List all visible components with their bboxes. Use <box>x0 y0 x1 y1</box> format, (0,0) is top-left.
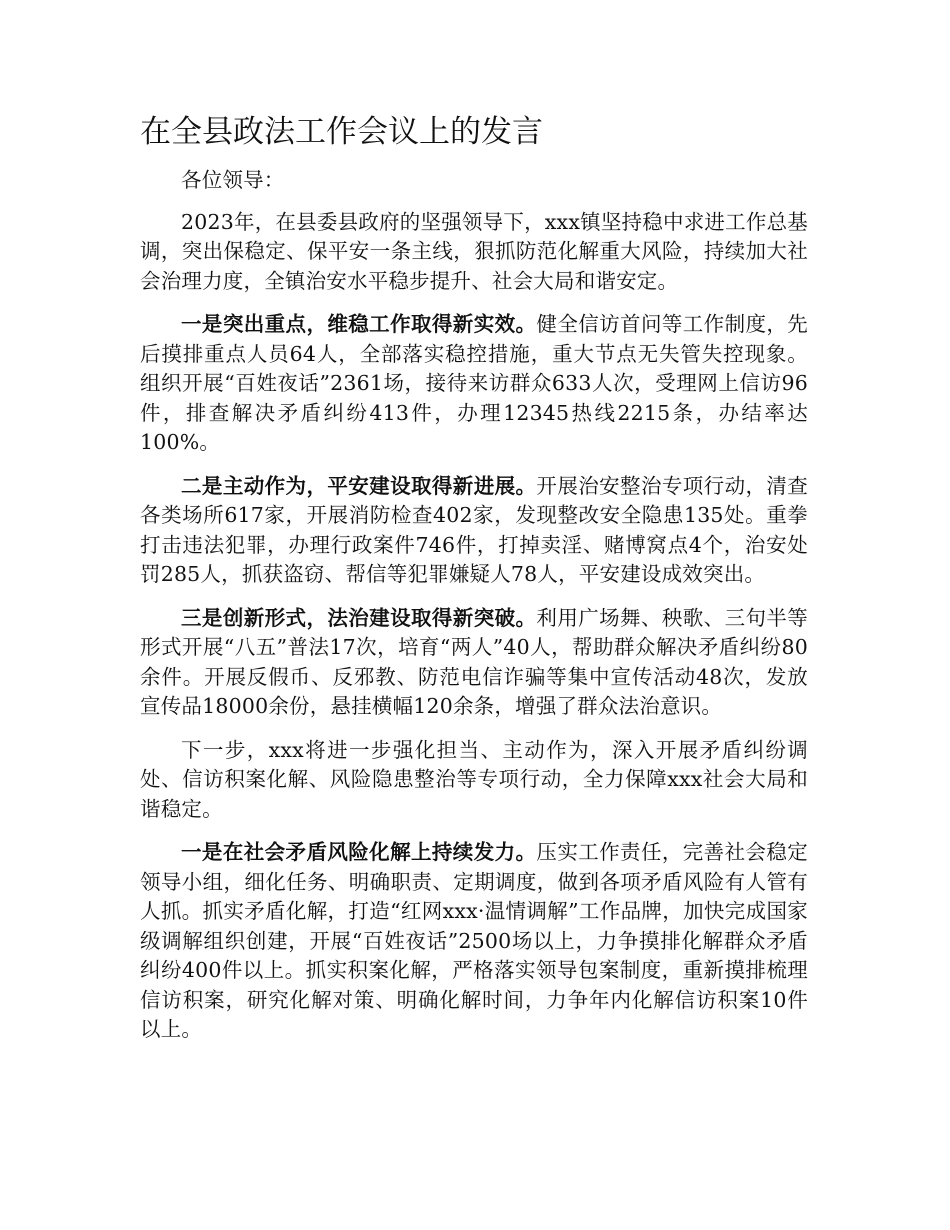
section-lead: 一是突出重点，维稳工作取得新实效。 <box>181 312 537 336</box>
intro-paragraph: 2023年，在县委县政府的坚强领导下，xxx镇坚持稳中求进工作总基调，突出保稳定、保平安一条主线，狠抓防范化解重大风险，持续加大社会治理力度，全镇治安水平稳步提升、社会大局和谐安定。 <box>140 209 808 293</box>
plan-lead: 一是在社会矛盾风险化解上持续发力。 <box>181 840 537 864</box>
section-lead: 三是创新形式，法治建设取得新突破。 <box>181 605 537 630</box>
document-body <box>140 166 808 1059</box>
section-paragraph-1 <box>140 310 808 458</box>
salutation: 各位领导： <box>181 168 285 192</box>
plan-text: 压实工作责任，完善社会稳定领导小组，细化任务、明确职责、定期调度，做到各项矛盾风险有人管有人抓。抓实矛盾化解，打造“红网xxx·温情调解”工作品牌，加快完成国家级调解组织创建，开展“百姓夜话”2500场以上，力争摸排化解群众矛盾纠纷400件以上。抓实积案化解，严格落实领导包案制度，重新摸排梳理信访积案，研究化解对策、明确化解时间，力争年内化解信访积案10件以上。 <box>140 840 808 1041</box>
section-paragraph-2 <box>140 472 808 590</box>
plan-paragraph-1 <box>140 838 808 1045</box>
section-lead: 二是主动作为，平安建设取得新进展。 <box>181 473 537 498</box>
document-title: 在全县政法工作会议上的发言 <box>140 114 543 150</box>
section-text: 利用广场舞、秧歌、三句半等形式开展“八五”普法17次，培育“两人”40人，帮助群众解决矛盾纠纷80余件。开展反假币、反邪教、防范电信诈骗等集中宣传活动48次，发放宣传品18000余份，悬挂横幅120余条，增强了群众法治意识。 <box>140 605 808 718</box>
section-text: 健全信访首问等工作制度，先后摸排重点人员64人，全部落实稳控措施，重大节点无失管失控现象。组织开展“百姓夜话”2361场，接待来访群众633人次，受理网上信访96件，排查解决矛盾纠纷413件，办理12345热线2215条，办结率达100%。 <box>140 312 808 454</box>
section-paragraph-3 <box>140 604 808 722</box>
next-step-paragraph: 下一步，xxx将进一步强化担当、主动作为，深入开展矛盾纠纷调处、信访积案化解、风险隐患整治等专项行动，全力保障xxx社会大局和谐稳定。 <box>140 737 808 821</box>
section-text: 开展治安整治专项行动，清查各类场所617家，开展消防检查402家，发现整改安全隐患135处。重拳打击违法犯罪，办理行政案件746件，打掉卖淫、赌博窝点4个，治安处罚285人，抓获盗窃、帮信等犯罪嫌疑人78人，平安建设成效突出。 <box>140 473 808 586</box>
